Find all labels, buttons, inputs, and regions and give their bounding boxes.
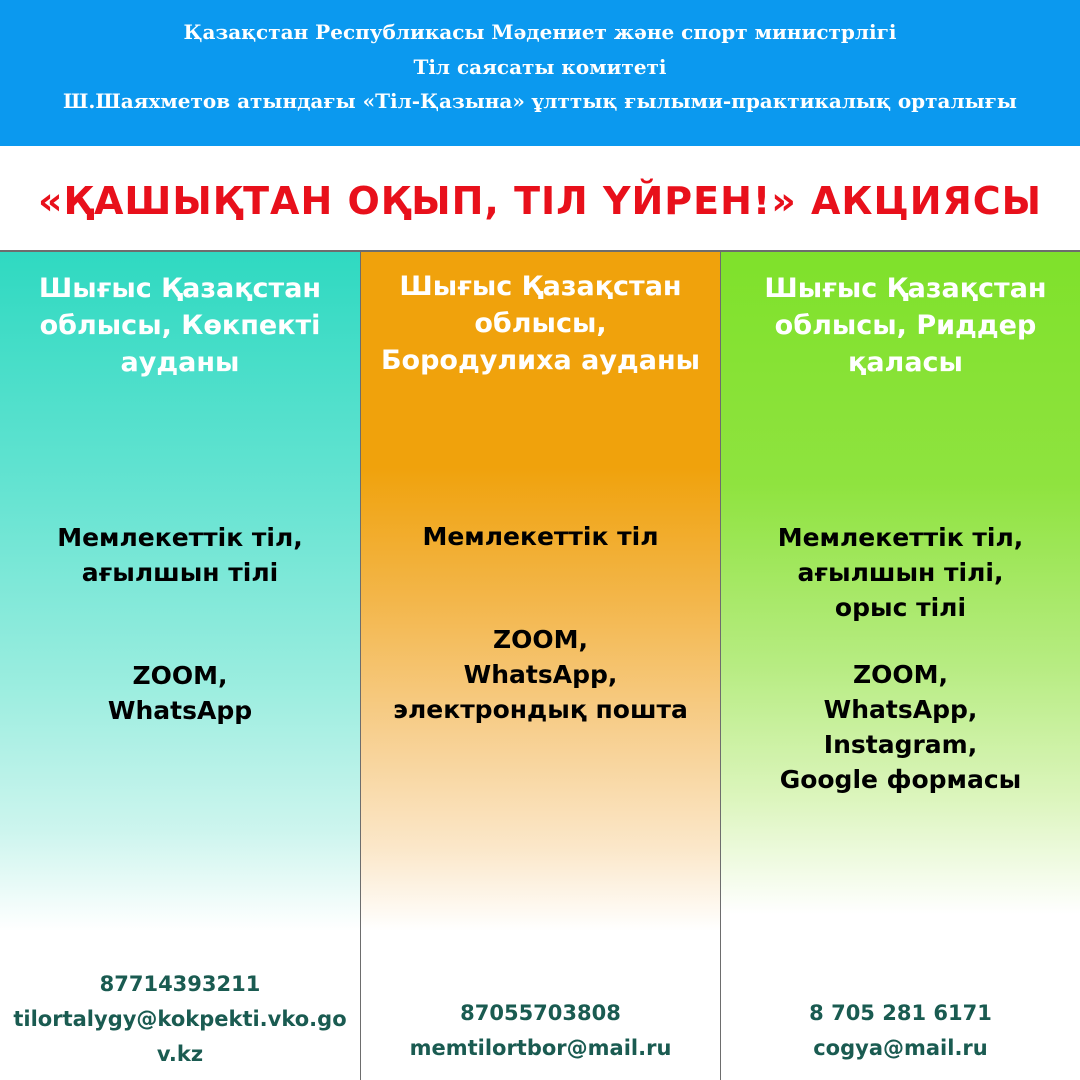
title-banner (0, 146, 1080, 250)
region-name: Шығыс Қазақстан облысы, Риддер қаласы (764, 273, 1047, 378)
region-line: Бородулиха ауданы (380, 345, 701, 376)
campaign-title: «ҚАШЫҚТАН ОҚЫП, ТІЛ ҮЙРЕН!» АКЦИЯСЫ (37, 179, 1043, 223)
platform-item: электрондық пошта (393, 695, 688, 724)
languages (0, 520, 360, 590)
email-address[interactable]: tilortalygy@kokpekti.vko.gov.kz (13, 1007, 347, 1066)
platform-item: WhatsApp, (463, 660, 618, 689)
email-address[interactable]: memtilortbor@mail.ru (409, 1036, 672, 1060)
platforms (361, 622, 720, 727)
contacts (361, 996, 720, 1066)
region-name (361, 268, 720, 379)
platform-item: ZOOM, (132, 661, 228, 690)
platform-item: WhatsApp, (823, 695, 978, 724)
region-line: Шығыс Қазақстан (399, 271, 682, 302)
column-kokpekti (0, 250, 360, 1080)
phone-number[interactable]: 8 705 281 6171 (809, 1001, 992, 1025)
platforms (721, 657, 1080, 797)
column-borodulikha (360, 250, 721, 1080)
center-line: Ш.Шаяхметов атындағы «Тіл-Қазына» ұлттық ғылыми-практикалық орталығы (63, 89, 1017, 113)
platform-item: ZOOM, (492, 625, 588, 654)
phone-number[interactable]: 87714393211 (99, 972, 261, 996)
header-banner (0, 0, 1080, 146)
platform-item: ZOOM, (852, 660, 948, 689)
committee-line: Тіл саясаты комитеті (413, 55, 667, 79)
language-item: Мемлекеттік тіл (422, 522, 659, 551)
contacts (10, 967, 350, 1072)
language-item: ағылшын тілі (81, 558, 279, 587)
contacts (721, 996, 1080, 1066)
email-address[interactable]: cogya@mail.ru (813, 1036, 988, 1060)
language-item: ағылшын тілі, (797, 558, 1004, 587)
languages (721, 520, 1080, 625)
language-item: Мемлекеттік тіл, (777, 523, 1024, 552)
phone-number[interactable]: 87055703808 (460, 1001, 621, 1025)
platform-item: Instagram, (823, 730, 978, 759)
platform-item: WhatsApp (107, 696, 253, 725)
region-name: Шығыс Қазақстан облысы, Көкпекті ауданы (38, 273, 322, 378)
language-item: Мемлекеттік тіл, (57, 523, 303, 552)
ministry-line: Қазақстан Республикасы Мәдениет және спорт министрлігі (183, 20, 897, 44)
region-line: облысы, (474, 308, 607, 339)
languages (361, 519, 720, 554)
column-ridder (721, 250, 1080, 1080)
platforms (0, 658, 360, 728)
platform-item: Google формасы (779, 765, 1022, 794)
language-item: орыс тілі (834, 593, 967, 622)
